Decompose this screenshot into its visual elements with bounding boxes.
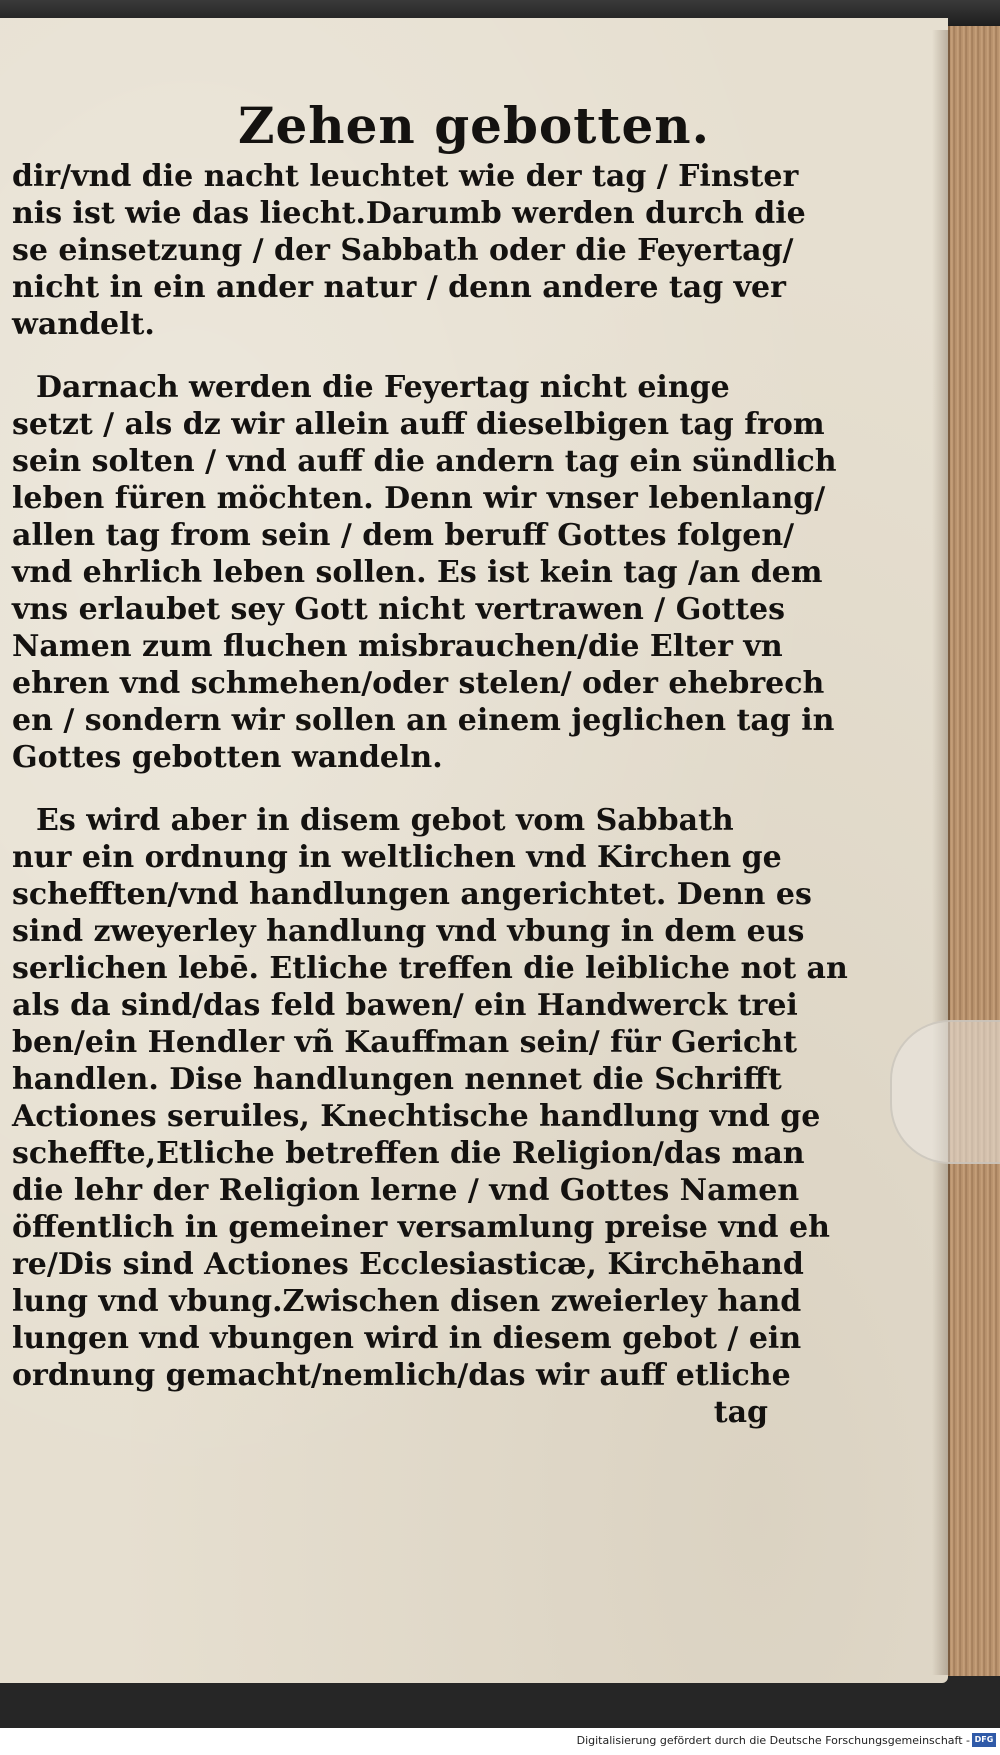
text-line: allen tag from sein / dem beruff Gottes folgen/	[12, 518, 795, 553]
text-line: als da sind/das feld bawen/ ein Handwerck trei	[12, 988, 798, 1023]
paragraph-gap	[12, 776, 772, 802]
text-line: en / sondern wir sollen an einem jeglichen tag in	[12, 703, 835, 738]
text-line: lung vnd vbung.Zwischen disen zweierley hand	[12, 1284, 802, 1319]
text-line: Darnach werden die Feyertag nicht einge	[36, 370, 730, 405]
text-line: ben/ein Hendler vñ Kauffman sein/ für Gericht	[12, 1025, 797, 1060]
page-edges	[948, 26, 1000, 1676]
text-block	[12, 158, 848, 1431]
text-line: re/Dis sind Actiones Ecclesiasticæ, Kirchēhand	[12, 1247, 804, 1282]
text-line: vnd ehrlich leben sollen. Es ist kein tag /an dem	[12, 555, 823, 590]
text-line: serlichen lebē. Etliche treffen die leibliche not an	[12, 951, 848, 986]
text-line: nur ein ordnung in weltlichen vnd Kirchen ge	[12, 840, 782, 875]
text-line: die lehr der Religion lerne / vnd Gottes Namen	[12, 1173, 800, 1208]
text-line: Gottes gebotten wandeln.	[12, 740, 443, 775]
text-line: handlen. Dise handlungen nennet die Schrifft	[12, 1062, 782, 1097]
text-line: lungen vnd vbungen wird in diesem gebot / ein	[12, 1321, 802, 1356]
text-line: sein solten / vnd auff die andern tag ein sündlich	[12, 444, 837, 479]
catchword: tag	[713, 1395, 768, 1430]
text-line: setzt / als dz wir allein auff dieselbigen tag from	[12, 407, 825, 442]
text-line: nis ist wie das liecht.Darumb werden durch die	[12, 196, 806, 231]
paragraph-gap	[12, 343, 772, 369]
text-line: sind zweyerley handlung vnd vbung in dem eus	[12, 914, 805, 949]
text-line: schefften/vnd handlungen angerichtet. Denn es	[12, 877, 812, 912]
book-page	[0, 18, 948, 1683]
text-line: wandelt.	[12, 307, 155, 342]
text-line: vns erlaubet sey Gott nicht vertrawen / Gottes	[12, 592, 786, 627]
text-line: leben füren möchten. Denn wir vnser lebenlang/	[12, 481, 826, 516]
footer-credit: Digitalisierung gefördert durch die Deutsche Forschungsgemeinschaft -	[576, 1734, 970, 1747]
text-line: se einsetzung / der Sabbath oder die Feyertag/	[12, 233, 794, 268]
page-gutter-shadow	[932, 30, 950, 1675]
text-line: öffentlich in gemeiner versamlung preise vnd eh	[12, 1210, 830, 1245]
text-line: Namen zum fluchen misbrauchen/die Elter vn	[12, 629, 783, 664]
text-line: Es wird aber in disem gebot vom Sabbath	[36, 803, 734, 838]
page-header: Zehen gebotten.	[237, 96, 711, 155]
dfg-logo-icon: DFG	[972, 1733, 996, 1747]
text-line: nicht in ein ander natur / denn andere tag ver	[12, 270, 786, 305]
bookmark-tab	[890, 1020, 1000, 1164]
text-line: ehren vnd schmehen/oder stelen/ oder ehebrech	[12, 666, 825, 701]
text-line: scheffte,Etliche betreffen die Religion/das man	[12, 1136, 805, 1171]
text-line: Actiones seruiles, Knechtische handlung vnd ge	[12, 1099, 821, 1134]
text-line: ordnung gemacht/nemlich/das wir auff etliche	[12, 1358, 791, 1393]
text-line: dir/vnd die nacht leuchtet wie der tag / Finster	[12, 159, 799, 194]
